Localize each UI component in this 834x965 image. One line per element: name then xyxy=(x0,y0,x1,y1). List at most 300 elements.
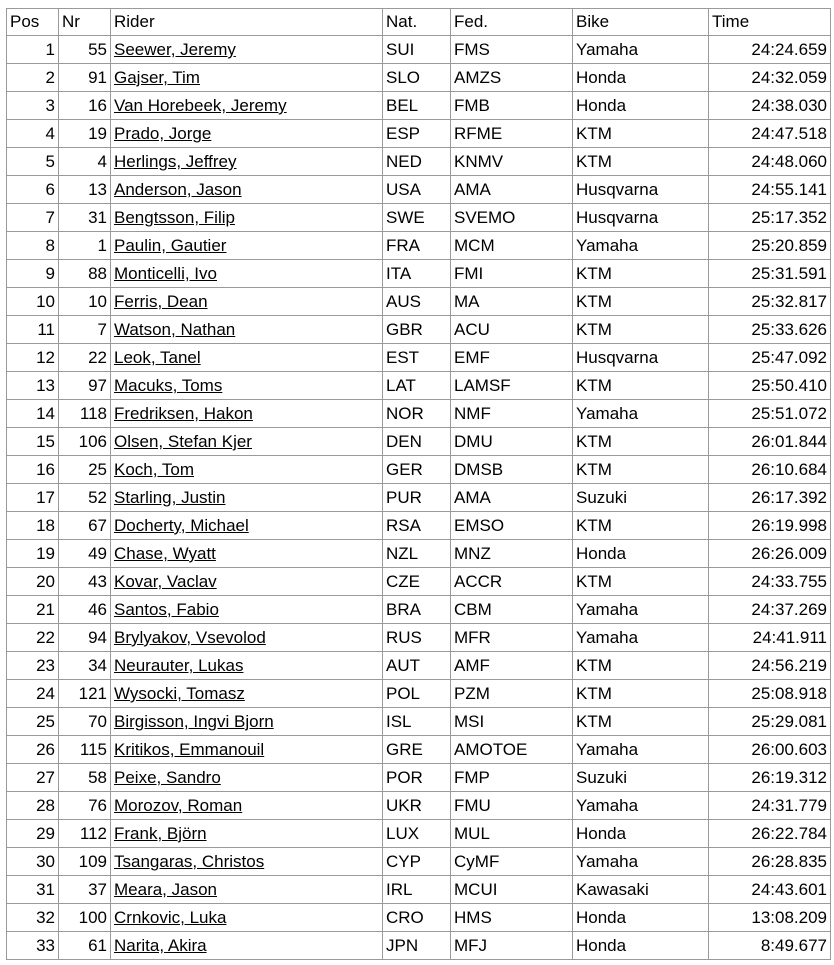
rider-link[interactable]: Gajser, Tim xyxy=(114,68,200,87)
federation-cell: KNMV xyxy=(451,148,573,176)
federation-cell: MCUI xyxy=(451,876,573,904)
table-row xyxy=(7,624,831,652)
rider-cell xyxy=(111,904,383,932)
federation-cell: RFME xyxy=(451,120,573,148)
bike-cell: Suzuki xyxy=(573,484,709,512)
rider-link[interactable]: Crnkovic, Luka xyxy=(114,908,227,927)
results-table-body xyxy=(7,36,831,960)
bike-cell: KTM xyxy=(573,148,709,176)
federation-cell: EMSO xyxy=(451,512,573,540)
rider-cell xyxy=(111,232,383,260)
position-cell: 25 xyxy=(7,708,59,736)
rider-cell xyxy=(111,288,383,316)
position-cell: 24 xyxy=(7,680,59,708)
number-cell: 13 xyxy=(59,176,111,204)
nation-cell: BEL xyxy=(383,92,451,120)
bike-cell: Husqvarna xyxy=(573,176,709,204)
rider-cell xyxy=(111,372,383,400)
nation-cell: LAT xyxy=(383,372,451,400)
rider-link[interactable]: Anderson, Jason xyxy=(114,180,242,199)
number-cell: 7 xyxy=(59,316,111,344)
column-header-nr: Nr xyxy=(59,9,111,36)
federation-cell: ACCR xyxy=(451,568,573,596)
number-cell: 88 xyxy=(59,260,111,288)
table-row xyxy=(7,652,831,680)
rider-cell xyxy=(111,568,383,596)
federation-cell: AMA xyxy=(451,484,573,512)
rider-cell xyxy=(111,36,383,64)
federation-cell: MNZ xyxy=(451,540,573,568)
position-cell: 31 xyxy=(7,876,59,904)
position-cell: 22 xyxy=(7,624,59,652)
bike-cell: KTM xyxy=(573,512,709,540)
rider-link[interactable]: Paulin, Gautier xyxy=(114,236,227,255)
bike-cell: KTM xyxy=(573,372,709,400)
bike-cell: KTM xyxy=(573,652,709,680)
rider-cell xyxy=(111,876,383,904)
position-cell: 14 xyxy=(7,400,59,428)
column-header-fed: Fed. xyxy=(451,9,573,36)
time-cell: 26:19.312 xyxy=(709,764,831,792)
rider-cell xyxy=(111,148,383,176)
nation-cell: UKR xyxy=(383,792,451,820)
rider-link[interactable]: Fredriksen, Hakon xyxy=(114,404,253,423)
number-cell: 70 xyxy=(59,708,111,736)
column-header-pos: Pos xyxy=(7,9,59,36)
nation-cell: NOR xyxy=(383,400,451,428)
federation-cell: SVEMO xyxy=(451,204,573,232)
rider-link[interactable]: Birgisson, Ingvi Bjorn xyxy=(114,712,274,731)
federation-cell: MFJ xyxy=(451,932,573,960)
rider-link[interactable]: Neurauter, Lukas xyxy=(114,656,244,675)
federation-cell: PZM xyxy=(451,680,573,708)
bike-cell: Yamaha xyxy=(573,624,709,652)
position-cell: 4 xyxy=(7,120,59,148)
nation-cell: SLO xyxy=(383,64,451,92)
rider-cell xyxy=(111,344,383,372)
bike-cell: KTM xyxy=(573,260,709,288)
rider-link[interactable]: Van Horebeek, Jeremy xyxy=(114,96,287,115)
federation-cell: AMZS xyxy=(451,64,573,92)
nation-cell: SUI xyxy=(383,36,451,64)
rider-link[interactable]: Bengtsson, Filip xyxy=(114,208,235,227)
time-cell: 24:31.779 xyxy=(709,792,831,820)
number-cell: 94 xyxy=(59,624,111,652)
time-cell: 26:10.684 xyxy=(709,456,831,484)
header-row xyxy=(7,9,831,36)
results-table xyxy=(6,8,831,960)
nation-cell: CZE xyxy=(383,568,451,596)
nation-cell: POL xyxy=(383,680,451,708)
number-cell: 37 xyxy=(59,876,111,904)
nation-cell: PUR xyxy=(383,484,451,512)
rider-link[interactable]: Starling, Justin xyxy=(114,488,226,507)
time-cell: 24:43.601 xyxy=(709,876,831,904)
bike-cell: Suzuki xyxy=(573,764,709,792)
number-cell: 121 xyxy=(59,680,111,708)
number-cell: 16 xyxy=(59,92,111,120)
federation-cell: MCM xyxy=(451,232,573,260)
table-row xyxy=(7,232,831,260)
rider-cell xyxy=(111,456,383,484)
nation-cell: CRO xyxy=(383,904,451,932)
position-cell: 21 xyxy=(7,596,59,624)
nation-cell: AUS xyxy=(383,288,451,316)
number-cell: 115 xyxy=(59,736,111,764)
nation-cell: USA xyxy=(383,176,451,204)
table-row xyxy=(7,288,831,316)
federation-cell: MA xyxy=(451,288,573,316)
nation-cell: ESP xyxy=(383,120,451,148)
time-cell: 26:01.844 xyxy=(709,428,831,456)
table-row xyxy=(7,932,831,960)
bike-cell: Honda xyxy=(573,64,709,92)
number-cell: 109 xyxy=(59,848,111,876)
position-cell: 13 xyxy=(7,372,59,400)
rider-cell xyxy=(111,736,383,764)
number-cell: 118 xyxy=(59,400,111,428)
federation-cell: NMF xyxy=(451,400,573,428)
number-cell: 34 xyxy=(59,652,111,680)
rider-link[interactable]: Seewer, Jeremy xyxy=(114,40,236,59)
rider-cell xyxy=(111,400,383,428)
bike-cell: Honda xyxy=(573,932,709,960)
bike-cell: Husqvarna xyxy=(573,204,709,232)
table-row xyxy=(7,456,831,484)
rider-cell xyxy=(111,484,383,512)
rider-link[interactable]: Kritikos, Emmanouil xyxy=(114,740,265,759)
nation-cell: POR xyxy=(383,764,451,792)
column-header-nat: Nat. xyxy=(383,9,451,36)
bike-cell: Kawasaki xyxy=(573,876,709,904)
position-cell: 6 xyxy=(7,176,59,204)
rider-link[interactable]: Prado, Jorge xyxy=(114,124,212,143)
nation-cell: JPN xyxy=(383,932,451,960)
number-cell: 58 xyxy=(59,764,111,792)
rider-link[interactable]: Tsangaras, Christos xyxy=(114,852,265,871)
time-cell: 25:47.092 xyxy=(709,344,831,372)
rider-link[interactable]: Peixe, Sandro xyxy=(114,768,221,787)
bike-cell: KTM xyxy=(573,680,709,708)
table-row xyxy=(7,36,831,64)
time-cell: 26:17.392 xyxy=(709,484,831,512)
table-row xyxy=(7,876,831,904)
table-row xyxy=(7,400,831,428)
number-cell: 19 xyxy=(59,120,111,148)
position-cell: 17 xyxy=(7,484,59,512)
rider-cell xyxy=(111,680,383,708)
position-cell: 33 xyxy=(7,932,59,960)
position-cell: 11 xyxy=(7,316,59,344)
position-cell: 15 xyxy=(7,428,59,456)
number-cell: 67 xyxy=(59,512,111,540)
rider-cell xyxy=(111,204,383,232)
nation-cell: BRA xyxy=(383,596,451,624)
bike-cell: KTM xyxy=(573,316,709,344)
time-cell: 25:17.352 xyxy=(709,204,831,232)
rider-cell xyxy=(111,932,383,960)
number-cell: 43 xyxy=(59,568,111,596)
bike-cell: Yamaha xyxy=(573,848,709,876)
table-row xyxy=(7,260,831,288)
rider-cell xyxy=(111,120,383,148)
federation-cell: DMU xyxy=(451,428,573,456)
rider-link[interactable]: Wysocki, Tomasz xyxy=(114,684,245,703)
table-row xyxy=(7,848,831,876)
time-cell: 25:08.918 xyxy=(709,680,831,708)
nation-cell: NZL xyxy=(383,540,451,568)
table-row xyxy=(7,764,831,792)
column-header-time: Time xyxy=(709,9,831,36)
position-cell: 18 xyxy=(7,512,59,540)
number-cell: 10 xyxy=(59,288,111,316)
table-row xyxy=(7,428,831,456)
time-cell: 24:38.030 xyxy=(709,92,831,120)
bike-cell: Yamaha xyxy=(573,596,709,624)
federation-cell: FMB xyxy=(451,92,573,120)
nation-cell: GRE xyxy=(383,736,451,764)
rider-cell xyxy=(111,260,383,288)
position-cell: 23 xyxy=(7,652,59,680)
nation-cell: CYP xyxy=(383,848,451,876)
federation-cell: AMOTOE xyxy=(451,736,573,764)
number-cell: 4 xyxy=(59,148,111,176)
position-cell: 29 xyxy=(7,820,59,848)
time-cell: 26:28.835 xyxy=(709,848,831,876)
bike-cell: KTM xyxy=(573,428,709,456)
number-cell: 91 xyxy=(59,64,111,92)
table-row xyxy=(7,596,831,624)
rider-link[interactable]: Chase, Wyatt xyxy=(114,544,216,563)
time-cell: 24:41.911 xyxy=(709,624,831,652)
rider-link[interactable]: Koch, Tom xyxy=(114,460,195,479)
position-cell: 2 xyxy=(7,64,59,92)
bike-cell: Yamaha xyxy=(573,232,709,260)
nation-cell: LUX xyxy=(383,820,451,848)
table-row xyxy=(7,568,831,596)
position-cell: 10 xyxy=(7,288,59,316)
rider-cell xyxy=(111,64,383,92)
table-row xyxy=(7,540,831,568)
rider-cell xyxy=(111,92,383,120)
federation-cell: CyMF xyxy=(451,848,573,876)
time-cell: 24:47.518 xyxy=(709,120,831,148)
federation-cell: FMI xyxy=(451,260,573,288)
rider-link[interactable]: Watson, Nathan xyxy=(114,320,236,339)
nation-cell: DEN xyxy=(383,428,451,456)
rider-link[interactable]: Leok, Tanel xyxy=(114,348,201,367)
position-cell: 8 xyxy=(7,232,59,260)
rider-link[interactable]: Frank, Björn xyxy=(114,824,207,843)
position-cell: 7 xyxy=(7,204,59,232)
table-row xyxy=(7,372,831,400)
time-cell: 24:33.755 xyxy=(709,568,831,596)
federation-cell: AMF xyxy=(451,652,573,680)
time-cell: 25:50.410 xyxy=(709,372,831,400)
rider-link[interactable]: Herlings, Jeffrey xyxy=(114,152,237,171)
column-header-rider: Rider xyxy=(111,9,383,36)
position-cell: 30 xyxy=(7,848,59,876)
rider-cell xyxy=(111,428,383,456)
rider-cell xyxy=(111,176,383,204)
position-cell: 19 xyxy=(7,540,59,568)
position-cell: 28 xyxy=(7,792,59,820)
position-cell: 27 xyxy=(7,764,59,792)
rider-link[interactable]: Santos, Fabio xyxy=(114,600,219,619)
time-cell: 24:37.269 xyxy=(709,596,831,624)
federation-cell: EMF xyxy=(451,344,573,372)
rider-cell xyxy=(111,764,383,792)
table-row xyxy=(7,204,831,232)
number-cell: 106 xyxy=(59,428,111,456)
position-cell: 3 xyxy=(7,92,59,120)
rider-link[interactable]: Monticelli, Ivo xyxy=(114,264,217,283)
bike-cell: Honda xyxy=(573,820,709,848)
nation-cell: SWE xyxy=(383,204,451,232)
table-row xyxy=(7,708,831,736)
rider-cell xyxy=(111,708,383,736)
time-cell: 25:31.591 xyxy=(709,260,831,288)
number-cell: 61 xyxy=(59,932,111,960)
time-cell: 26:22.784 xyxy=(709,820,831,848)
rider-cell xyxy=(111,848,383,876)
number-cell: 97 xyxy=(59,372,111,400)
rider-link[interactable]: Docherty, Michael xyxy=(114,516,249,535)
time-cell: 25:51.072 xyxy=(709,400,831,428)
rider-link[interactable]: Meara, Jason xyxy=(114,880,217,899)
table-row xyxy=(7,92,831,120)
bike-cell: KTM xyxy=(573,456,709,484)
table-row xyxy=(7,64,831,92)
number-cell: 1 xyxy=(59,232,111,260)
table-row xyxy=(7,120,831,148)
table-row xyxy=(7,316,831,344)
nation-cell: EST xyxy=(383,344,451,372)
bike-cell: KTM xyxy=(573,708,709,736)
number-cell: 76 xyxy=(59,792,111,820)
position-cell: 1 xyxy=(7,36,59,64)
rider-link[interactable]: Macuks, Toms xyxy=(114,376,223,395)
federation-cell: MFR xyxy=(451,624,573,652)
number-cell: 112 xyxy=(59,820,111,848)
position-cell: 16 xyxy=(7,456,59,484)
rider-cell xyxy=(111,820,383,848)
rider-link[interactable]: Morozov, Roman xyxy=(114,796,243,815)
bike-cell: KTM xyxy=(573,120,709,148)
number-cell: 46 xyxy=(59,596,111,624)
time-cell: 24:32.059 xyxy=(709,64,831,92)
bike-cell: Yamaha xyxy=(573,36,709,64)
time-cell: 25:29.081 xyxy=(709,708,831,736)
table-row xyxy=(7,176,831,204)
bike-cell: Yamaha xyxy=(573,792,709,820)
position-cell: 32 xyxy=(7,904,59,932)
federation-cell: DMSB xyxy=(451,456,573,484)
rider-cell xyxy=(111,624,383,652)
time-cell: 25:33.626 xyxy=(709,316,831,344)
rider-link[interactable]: Brylyakov, Vsevolod xyxy=(114,628,266,647)
time-cell: 26:26.009 xyxy=(709,540,831,568)
rider-link[interactable]: Narita, Akira xyxy=(114,936,207,955)
federation-cell: MSI xyxy=(451,708,573,736)
federation-cell: FMP xyxy=(451,764,573,792)
nation-cell: IRL xyxy=(383,876,451,904)
number-cell: 100 xyxy=(59,904,111,932)
rider-link[interactable]: Ferris, Dean xyxy=(114,292,208,311)
nation-cell: GER xyxy=(383,456,451,484)
rider-cell xyxy=(111,596,383,624)
nation-cell: RUS xyxy=(383,624,451,652)
table-row xyxy=(7,680,831,708)
position-cell: 26 xyxy=(7,736,59,764)
bike-cell: Yamaha xyxy=(573,400,709,428)
rider-cell xyxy=(111,652,383,680)
rider-cell xyxy=(111,540,383,568)
time-cell: 25:32.817 xyxy=(709,288,831,316)
table-row xyxy=(7,792,831,820)
number-cell: 22 xyxy=(59,344,111,372)
federation-cell: ACU xyxy=(451,316,573,344)
results-table-header xyxy=(7,9,831,36)
bike-cell: Honda xyxy=(573,904,709,932)
position-cell: 20 xyxy=(7,568,59,596)
column-header-bike: Bike xyxy=(573,9,709,36)
federation-cell: CBM xyxy=(451,596,573,624)
nation-cell: RSA xyxy=(383,512,451,540)
time-cell: 8:49.677 xyxy=(709,932,831,960)
rider-cell xyxy=(111,316,383,344)
nation-cell: ISL xyxy=(383,708,451,736)
nation-cell: FRA xyxy=(383,232,451,260)
table-row xyxy=(7,148,831,176)
federation-cell: LAMSF xyxy=(451,372,573,400)
table-row xyxy=(7,512,831,540)
nation-cell: AUT xyxy=(383,652,451,680)
number-cell: 55 xyxy=(59,36,111,64)
rider-link[interactable]: Kovar, Vaclav xyxy=(114,572,217,591)
bike-cell: Honda xyxy=(573,92,709,120)
federation-cell: FMU xyxy=(451,792,573,820)
time-cell: 25:20.859 xyxy=(709,232,831,260)
number-cell: 49 xyxy=(59,540,111,568)
federation-cell: HMS xyxy=(451,904,573,932)
time-cell: 26:19.998 xyxy=(709,512,831,540)
nation-cell: GBR xyxy=(383,316,451,344)
time-cell: 24:24.659 xyxy=(709,36,831,64)
position-cell: 5 xyxy=(7,148,59,176)
bike-cell: Honda xyxy=(573,540,709,568)
number-cell: 31 xyxy=(59,204,111,232)
table-row xyxy=(7,484,831,512)
time-cell: 26:00.603 xyxy=(709,736,831,764)
federation-cell: AMA xyxy=(451,176,573,204)
table-row xyxy=(7,344,831,372)
nation-cell: ITA xyxy=(383,260,451,288)
number-cell: 25 xyxy=(59,456,111,484)
bike-cell: KTM xyxy=(573,288,709,316)
number-cell: 52 xyxy=(59,484,111,512)
table-row xyxy=(7,736,831,764)
bike-cell: Husqvarna xyxy=(573,344,709,372)
table-row xyxy=(7,820,831,848)
rider-link[interactable]: Olsen, Stefan Kjer xyxy=(114,432,252,451)
bike-cell: Yamaha xyxy=(573,736,709,764)
time-cell: 24:55.141 xyxy=(709,176,831,204)
time-cell: 24:48.060 xyxy=(709,148,831,176)
bike-cell: KTM xyxy=(573,568,709,596)
position-cell: 9 xyxy=(7,260,59,288)
federation-cell: FMS xyxy=(451,36,573,64)
